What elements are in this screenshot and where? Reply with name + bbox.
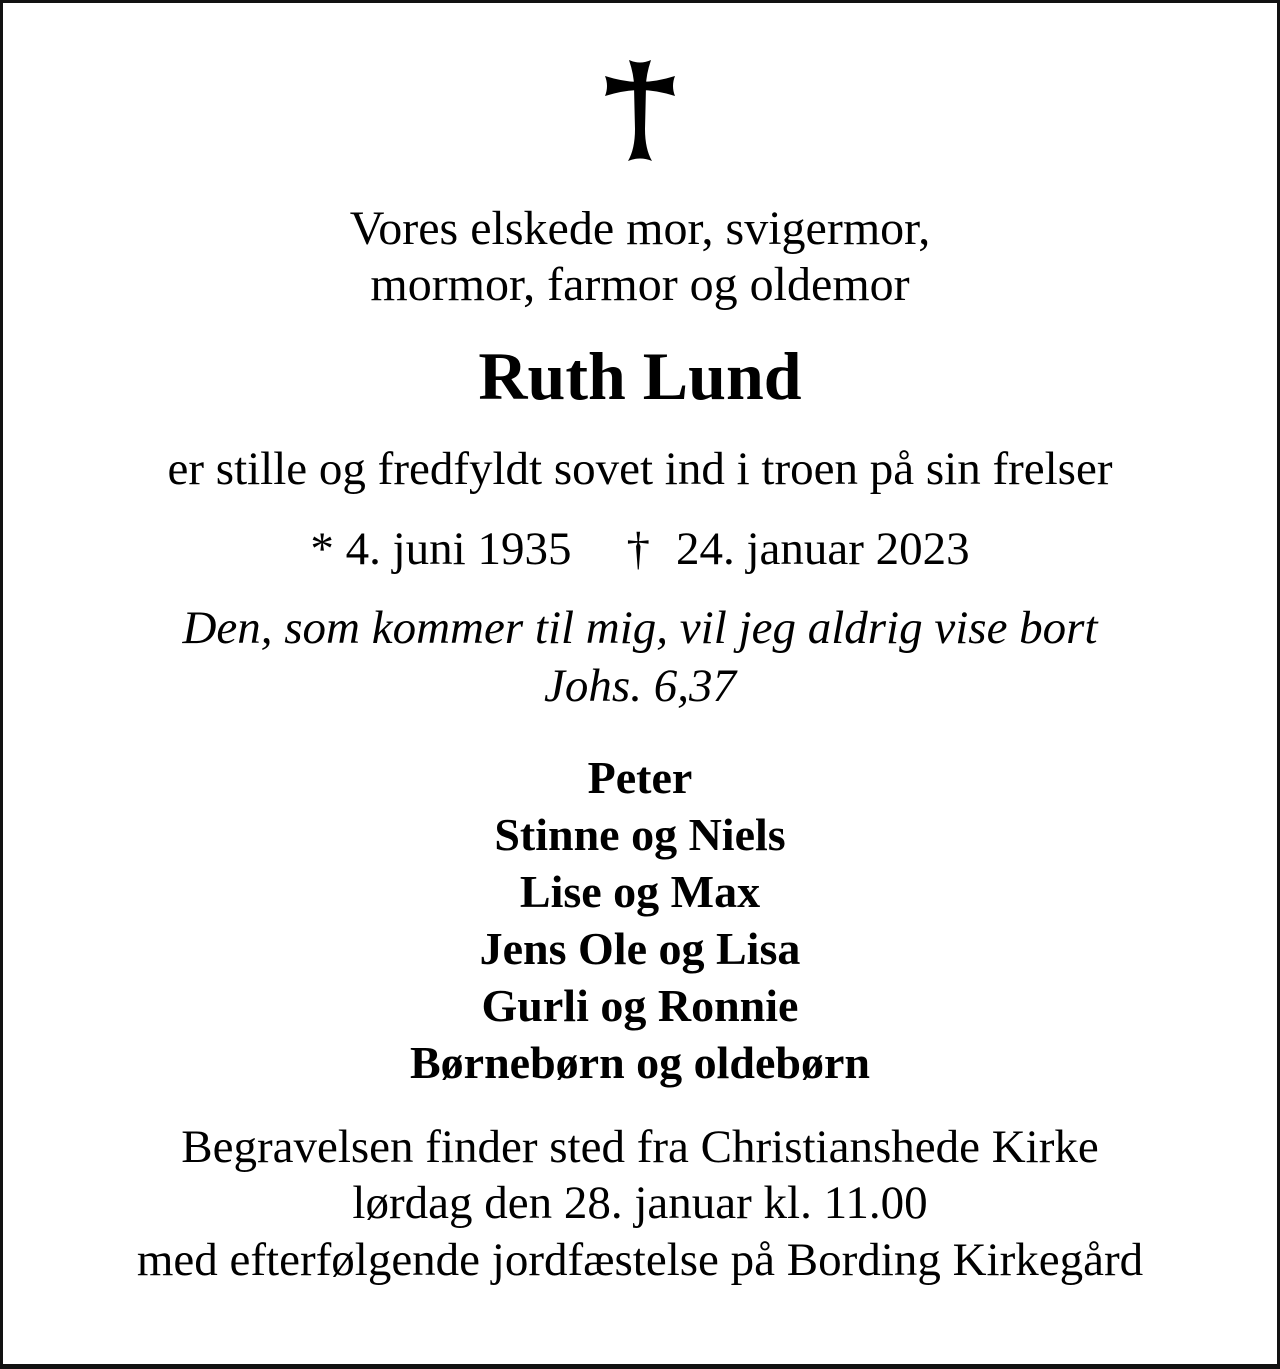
mourner: Peter bbox=[587, 751, 693, 803]
deceased-name: Ruth Lund bbox=[478, 338, 802, 415]
passing-statement: er stille og fredfyldt sovet ind i troen på sin frelser bbox=[167, 443, 1113, 496]
funeral-burial: med efterfølgende jordfæstelse på Bording Kirkegård bbox=[136, 1233, 1144, 1286]
funeral-details bbox=[3, 1119, 1277, 1288]
funeral-location: Begravelsen finder sted fra Christianshede Kirke bbox=[181, 1121, 1099, 1174]
mourner: Gurli og Ronnie bbox=[481, 979, 799, 1031]
life-dates bbox=[3, 522, 1277, 576]
birth-date: * 4. juni 1935 bbox=[310, 523, 572, 576]
mourner: Børnebørn og oldebørn bbox=[409, 1037, 871, 1089]
intro-relations bbox=[3, 201, 1277, 313]
intro-line-2: mormor, farmor og oldemor bbox=[370, 258, 910, 312]
mourner: Stinne og Niels bbox=[494, 808, 786, 860]
quote-source: Johs. 6,37 bbox=[544, 659, 736, 712]
funeral-datetime: lørdag den 28. januar kl. 11.00 bbox=[352, 1177, 928, 1230]
latin-cross-icon bbox=[604, 59, 676, 163]
mourner: Jens Ole og Lisa bbox=[479, 922, 801, 974]
mourner: Lise og Max bbox=[519, 865, 761, 917]
scripture-quote bbox=[3, 600, 1277, 715]
death-date: 24. januar 2023 bbox=[675, 523, 970, 576]
quote-line-1: Den, som kommer til mig, vil jeg aldrig vise bort bbox=[182, 602, 1098, 655]
dagger-icon: † bbox=[626, 523, 650, 576]
intro-line-1: Vores elskede mor, svigermor, bbox=[349, 202, 931, 255]
mourners-list bbox=[3, 749, 1277, 1091]
